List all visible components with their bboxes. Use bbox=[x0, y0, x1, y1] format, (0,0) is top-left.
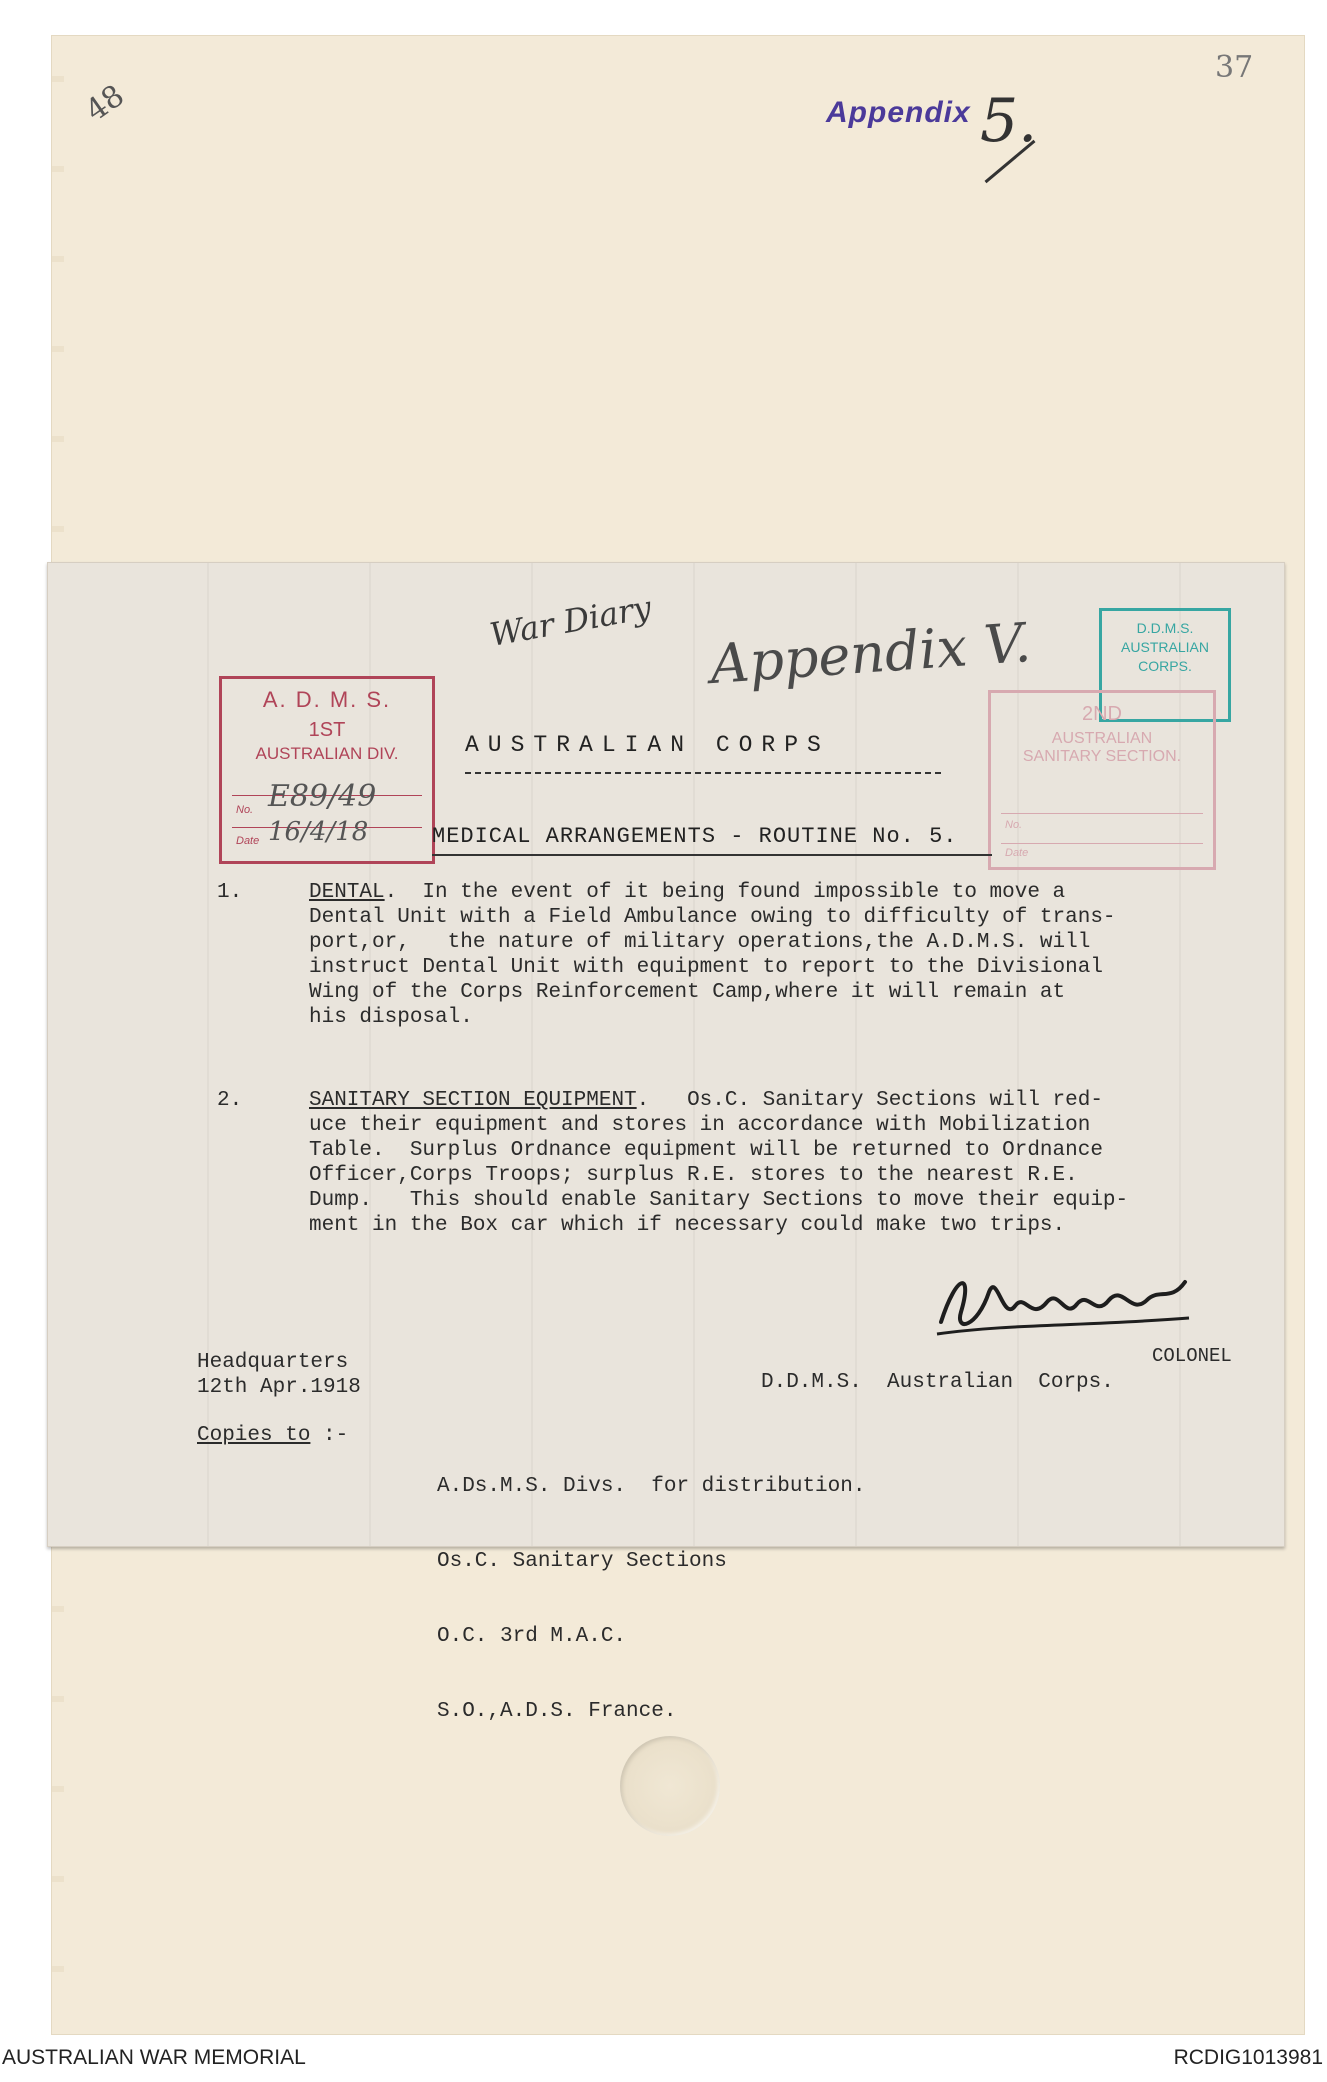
appendix-stamp: Appendix bbox=[826, 96, 971, 129]
paragraph-dental bbox=[217, 880, 1269, 1030]
heading-dashed-rule bbox=[465, 772, 941, 774]
footer-institution: AUSTRALIAN WAR MEMORIAL bbox=[2, 2046, 306, 2069]
sanitary-date-label: Date bbox=[1005, 847, 1029, 859]
paragraph-line: instruct Dental Unit with equipment to report to the Divisional bbox=[309, 956, 1103, 979]
paragraph-line: Dump. This should enable Sanitary Sections to move their equip- bbox=[309, 1189, 1129, 1212]
hq-date: 12th Apr.1918 bbox=[197, 1376, 361, 1399]
attached-memo-slip bbox=[47, 562, 1285, 1723]
paragraph-heading: DENTAL bbox=[309, 881, 385, 904]
copies-list bbox=[437, 1424, 865, 1774]
adms-date-label: Date bbox=[236, 835, 260, 847]
ddms-stamp-line: AUSTRALIAN bbox=[1121, 639, 1209, 655]
folio-number-right: 37 bbox=[1215, 50, 1254, 85]
paragraph-line: ment in the Box car which if necessary could make two trips. bbox=[309, 1214, 1066, 1237]
paragraph-line: Table. Surplus Ordnance equipment will be returned to Ordnance bbox=[309, 1139, 1103, 1162]
paragraph-line: . Os.C. Sanitary Sections will red- bbox=[636, 1089, 1103, 1112]
sanitary-stamp-line: SANITARY SECTION. bbox=[1022, 748, 1182, 765]
copies-item: S.O.,A.D.S. France. bbox=[437, 1700, 677, 1723]
adms-stamp-division-number: 1ST bbox=[308, 719, 346, 741]
paragraph-number: 1. bbox=[217, 881, 243, 904]
copies-item: O.C. 3rd M.A.C. bbox=[437, 1625, 627, 1648]
folio-number-left: 48 bbox=[79, 78, 131, 129]
adms-date-value: 16/4/18 bbox=[268, 817, 369, 847]
headquarters-block bbox=[197, 1350, 361, 1400]
copies-item: A.Ds.M.S. Divs. for distribution. bbox=[437, 1475, 866, 1498]
footer-record-id: RCDIG1013981 bbox=[1173, 2046, 1323, 2069]
appendix-handwritten-number: 5. bbox=[980, 86, 1038, 156]
copies-label-text: Copies to bbox=[197, 1424, 311, 1447]
adms-stamp-division: AUSTRALIAN DIV. bbox=[255, 744, 399, 763]
adms-no-value: E89/49 bbox=[268, 779, 377, 814]
ddms-stamp-line: D.D.M.S. bbox=[1136, 620, 1194, 636]
paragraph-line: port,or, the nature of military operations,the A.D.M.S. will bbox=[309, 931, 1091, 954]
sanitary-section-stamp bbox=[988, 690, 1216, 870]
paragraph-sanitary-equipment bbox=[217, 1088, 1269, 1238]
adms-stamp-title: A. D. M. S. bbox=[262, 687, 392, 712]
embossed-seal bbox=[620, 1736, 720, 1836]
appendix-v-note: Appendix V. bbox=[708, 610, 1033, 697]
paragraph-line: Dental Unit with a Field Ambulance owing to difficulty of trans- bbox=[309, 906, 1116, 929]
adms-receipt-stamp bbox=[219, 676, 435, 864]
copies-item: Os.C. Sanitary Sections bbox=[437, 1550, 727, 1573]
sanitary-stamp-number: 2ND bbox=[1081, 703, 1122, 725]
paragraph-heading: SANITARY SECTION EQUIPMENT bbox=[309, 1089, 637, 1112]
handwritten-signature bbox=[927, 1262, 1197, 1348]
stamp-rule bbox=[1001, 843, 1203, 844]
copies-label-suffix: :- bbox=[310, 1424, 349, 1447]
hq-line: Headquarters bbox=[197, 1351, 349, 1374]
document-heading: AUSTRALIAN CORPS bbox=[465, 732, 830, 758]
subheading-rule bbox=[432, 854, 992, 856]
stamp-rule bbox=[1001, 813, 1203, 814]
paragraph-line: Wing of the Corps Reinforcement Camp,where it will remain at bbox=[309, 981, 1066, 1004]
paragraph-line: . In the event of it being found impossible to move a bbox=[384, 881, 1066, 904]
paragraph-number: 2. bbox=[217, 1089, 243, 1112]
war-diary-note: War Diary bbox=[486, 588, 655, 654]
paragraph-line: uce their equipment and stores in accordance with Mobilization bbox=[309, 1114, 1091, 1137]
ddms-stamp-line: CORPS. bbox=[1138, 658, 1192, 674]
sanitary-stamp-line: AUSTRALIAN bbox=[1051, 730, 1153, 747]
document-subheading: MEDICAL ARRANGEMENTS - ROUTINE No. 5. bbox=[432, 824, 958, 849]
sanitary-no-label: No. bbox=[1005, 819, 1023, 831]
paragraph-line: his disposal. bbox=[309, 1006, 473, 1029]
paragraph-line: Officer,Corps Troops; surplus R.E. stores to the nearest R.E. bbox=[309, 1164, 1078, 1187]
copies-label bbox=[197, 1424, 348, 1447]
signature-rank: COLONEL bbox=[1152, 1345, 1232, 1367]
signature-title: D.D.M.S. Australian Corps. bbox=[761, 1371, 1114, 1394]
adms-no-label: No. bbox=[236, 804, 254, 816]
